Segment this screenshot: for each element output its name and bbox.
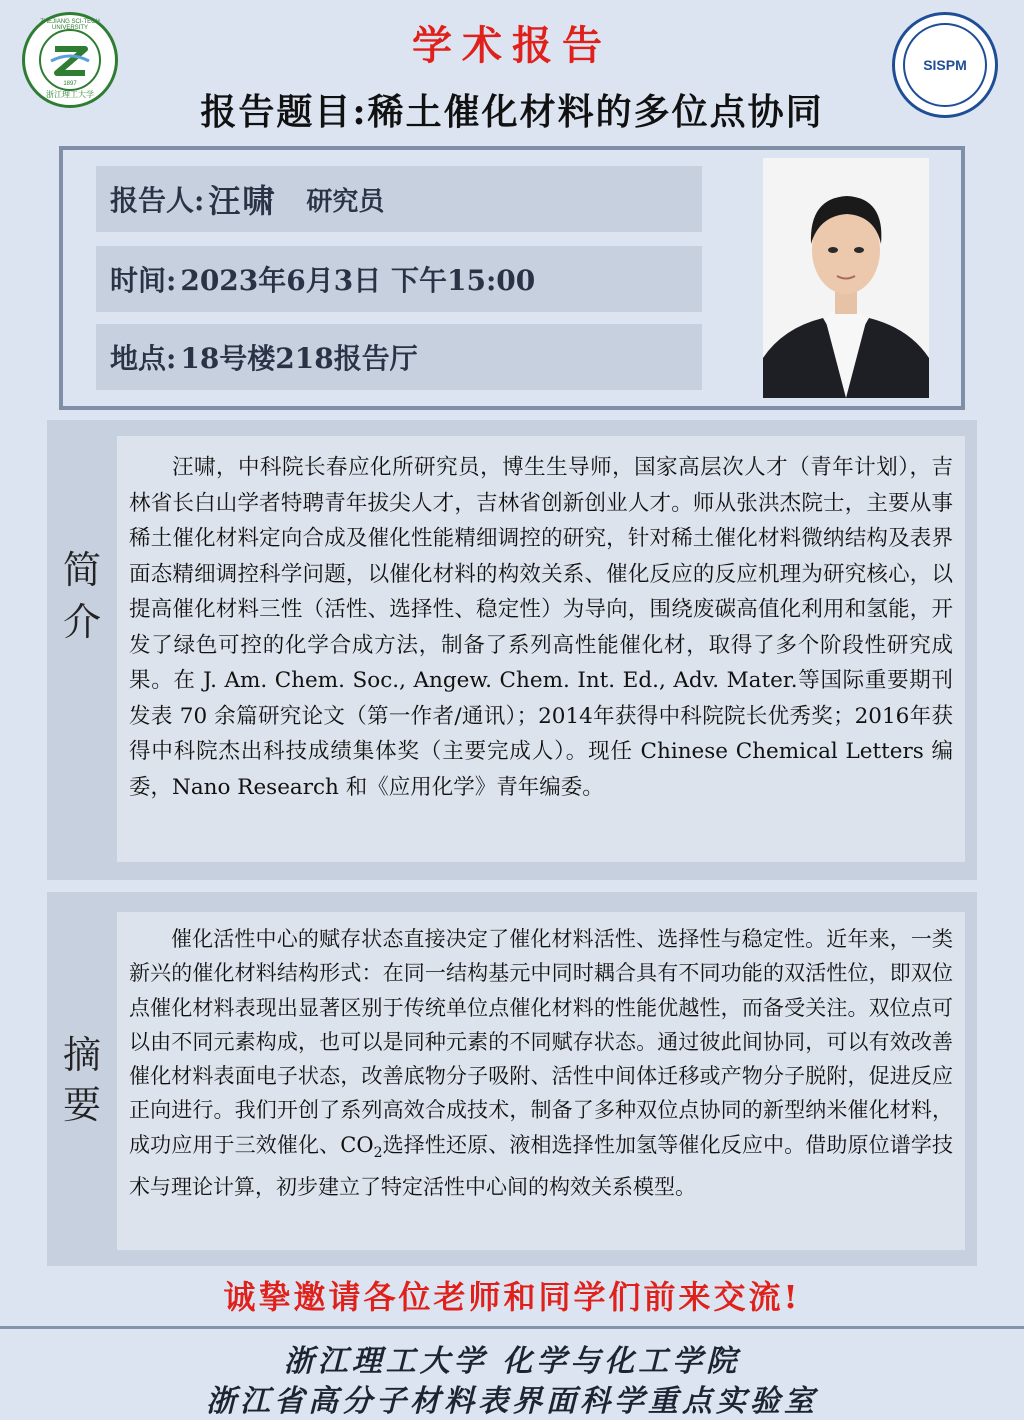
speaker-title: 研究员 [306,186,385,217]
bio-label-top: 简 [62,548,101,592]
abstract-text [117,912,965,1250]
header-title: 学术报告 [412,22,612,69]
place-label: 地点: [110,342,177,375]
speaker-row [96,166,702,232]
speaker-portrait-icon [763,158,929,398]
bio-label-bottom: 介 [62,600,101,644]
time-row [96,246,702,312]
time-value: 2023年6月3日 下午15:00 [180,264,536,297]
speaker-name: 汪啸 [208,182,277,220]
speaker-label: 报告人: [110,184,205,217]
university-logo-text: ZHEJIANG SCI-TECH UNIVERSITY [40,19,100,31]
time-label: 时间: [110,264,177,297]
footer-divider [0,1326,1024,1329]
university-logo-motto: 浙江理工大学 [46,90,94,99]
abstract-text-part1: 催化活性中心的赋存状态直接决定了催化材料活性、选择性与稳定性。近年来，一类新兴的催化材料结构形式：在同一结构基元中同时耦合具有不同功能的双活性位，即双位点催化材料表现出显著区别于传统单位点催化材料的性能优越性，而备受关注。双位点可以由不同元素构成，也可以是同种元素的不同赋存状态。通过彼此间协同，可以有效改善催化材料表面电子状态，改善底物分子吸附、活性中间体迁移或产物分子脱附，促进反应正向进行。我们开创了系列高效合成技术，制备了多种双位点协同的新型纳米催化材料，成功应用于三效催化、CO [129,927,953,1157]
footer-school: 浙江理工大学 化学与化工学院 [283,1344,741,1379]
bio-text: 汪啸，中科院长春应化所研究员，博生生导师，国家高层次人才（青年计划），吉林省长白山学者特聘青年拔尖人才，吉林省创新创业人才。师从张洪杰院士，主要从事稀土催化材料定向合成及催化性能精细调控的研究，针对稀土催化材料微纳结构及表界面态精细调控科学问题，以催化材料的构效关系、催化反应的反应机理为研究核心，以提高催化材料三性（活性、选择性、稳定性）为导向，围绕废碳高值化利用和氢能，开发了绿色可控的化学合成方法，制备了系列高性能催化材，取得了多个阶段性研究成果。在 J. Am. Chem. Soc., Angew. Chem. Int. Ed., Adv. Mater.等国际重要期刊发表 70 余篇研究论文（第一作者/通讯）；2014年获得中科院院长优秀奖；2016年获得中科院杰出科技成绩集体奖（主要完成人）。现任 Chinese Chemical Letters 编委，Nano Research 和《应用化学》青年编委。 [117,436,965,862]
invitation-text: 诚挚邀请各位老师和同学们前来交流! [223,1278,801,1316]
place-value: 18号楼218报告厅 [180,342,418,375]
abstract-text-subscript: 2 [373,1144,383,1161]
lab-logo-text: SISPM [923,57,967,73]
speaker-photo [763,158,929,398]
abstract-text-part2: 选择性还原、液相选择性加氢等催化反应中。借助原位谱学技术与理论计算，初步建立了特定活性中心间的构效关系模型。 [129,1132,953,1200]
footer-lab: 浙江省高分子材料表界面科学重点实验室 [206,1384,818,1419]
place-row [96,324,702,390]
abstract-label-top: 摘 [62,1033,101,1077]
report-subject: 报告题目:稀土催化材料的多位点协同 [200,91,824,133]
abstract-label-bottom: 要 [62,1083,101,1127]
university-logo-year: 1897 [63,81,77,87]
